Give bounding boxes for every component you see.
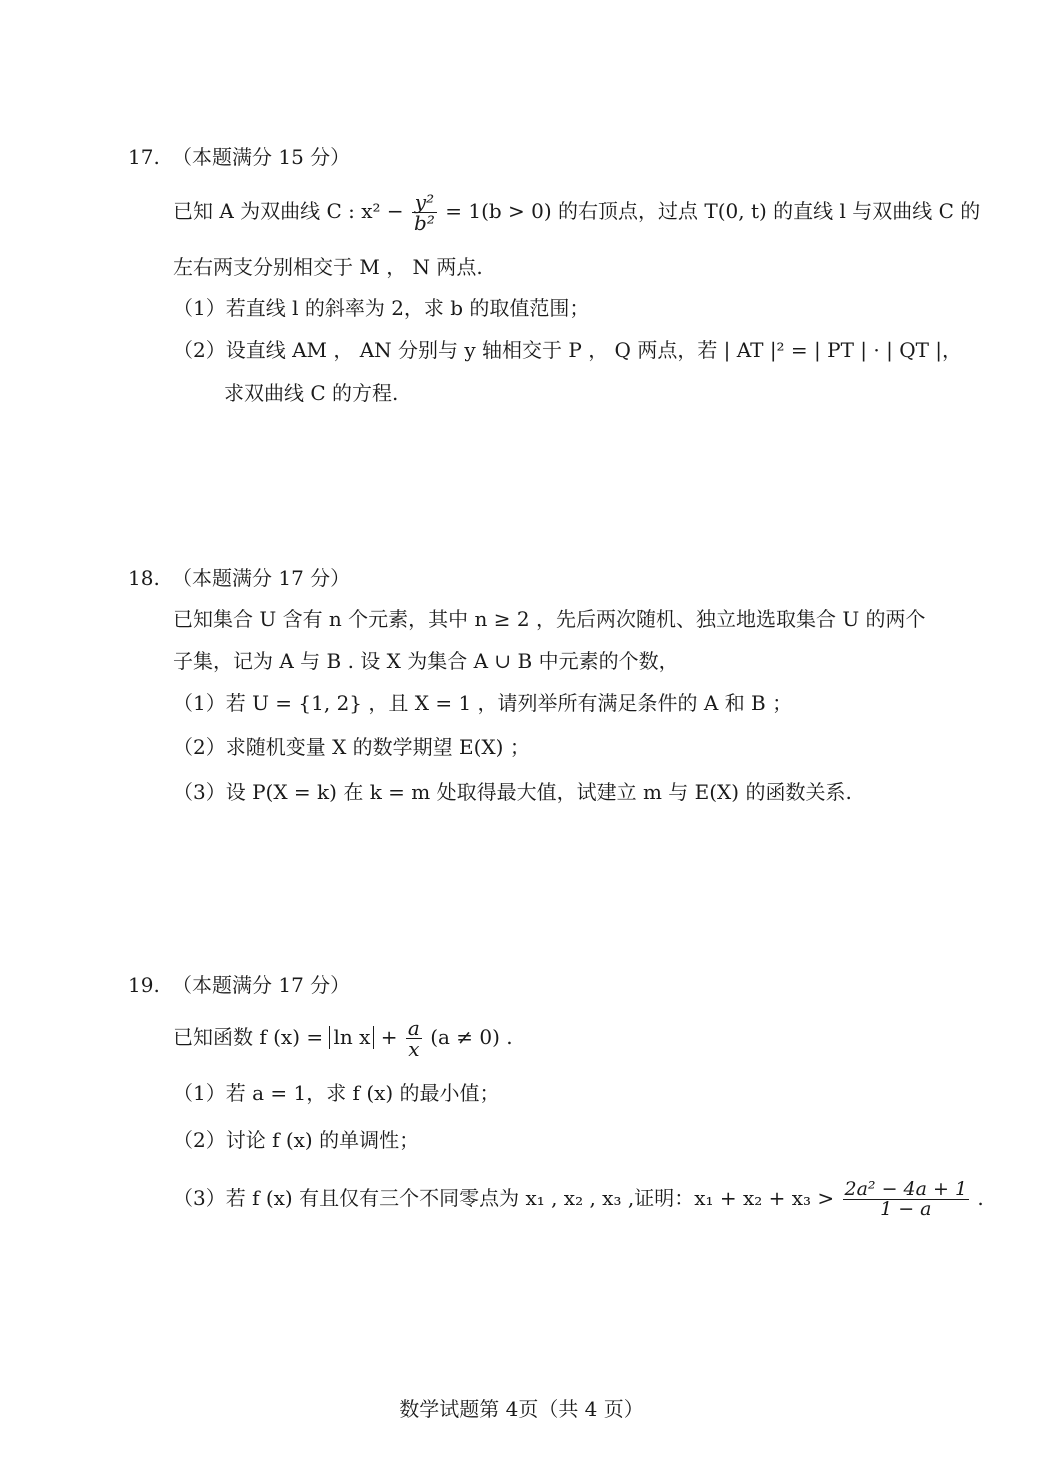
q18-points: （本题满分 17 分）: [172, 566, 351, 590]
q17-part1: （1）若直线 l 的斜率为 2，求 b 的取值范围；: [173, 296, 590, 320]
q18-part2: （2）求随机变量 X 的数学期望 E(X) ；: [173, 735, 530, 759]
q19-part3-frac-numerator: 2a² − 4a + 1: [844, 1178, 968, 1200]
q18-heading: [128, 568, 350, 588]
q17-part2: （2）设直线 AM ， AN 分别与 y 轴相交于 P ， Q 两点，若 | AT |² = | PT | · | QT |，: [173, 338, 963, 362]
q17-part2-cont: 求双曲线 C 的方程.: [224, 381, 399, 405]
q19-stem: [173, 1018, 513, 1059]
q19-stem-text-a: 已知函数 f (x) =: [173, 1025, 324, 1049]
q19-absolute-value: ln x: [329, 1026, 374, 1049]
q19-part3-end: .: [977, 1186, 984, 1210]
q17-heading: [128, 147, 350, 167]
q17-stem-line1: [173, 192, 980, 233]
q19-heading: [128, 975, 350, 995]
q19-points: （本题满分 17 分）: [172, 973, 351, 997]
q19-stem-text-b: (a ≠ 0) .: [430, 1025, 513, 1049]
q17-stem-line2: 左右两支分别相交于 M ， N 两点.: [173, 255, 483, 279]
page-footer: 数学试题第 4页（共 4 页）: [399, 1397, 644, 1421]
q19-number: 19.: [128, 973, 160, 997]
q19-plus: +: [380, 1025, 398, 1049]
q17-frac-numerator: y²: [414, 190, 435, 214]
q17-stem-text-a: 已知 A 为双曲线 C : x² −: [173, 199, 404, 223]
q18-stem-line2: 子集，记为 A 与 B . 设 X 为集合 A ∪ B 中元素的个数，: [173, 649, 679, 673]
q19-part3-fraction: [843, 1180, 970, 1219]
q19-part1: （1）若 a = 1，求 f (x) 的最小值；: [173, 1081, 500, 1105]
q18-number: 18.: [128, 566, 160, 590]
q19-part3: [173, 1180, 984, 1219]
q17-fraction: [412, 192, 437, 233]
q17-frac-denominator: b²: [414, 211, 435, 235]
q19-frac-denominator: x: [406, 1038, 422, 1059]
q17-stem-text-b: = 1(b > 0) 的右顶点，过点 T(0, t) 的直线 l 与双曲线 C 的: [445, 199, 981, 223]
q18-part1: （1）若 U = {1, 2} ，且 X = 1 ，请列举所有满足条件的 A 和 B ；: [173, 691, 793, 715]
q19-frac-numerator: a: [407, 1016, 420, 1040]
q19-fraction: [406, 1018, 422, 1059]
q17-number: 17.: [128, 145, 160, 169]
q19-part2: （2）讨论 f (x) 的单调性；: [173, 1128, 420, 1152]
q18-part3: （3）设 P(X = k) 在 k = m 处取得最大值，试建立 m 与 E(X) 的函数关系.: [173, 780, 852, 804]
q19-part3-text: （3）若 f (x) 有且仅有三个不同零点为 x₁ , x₂ , x₃ ,证明：x₁ + x₂ + x₃ >: [173, 1186, 835, 1210]
q17-points: （本题满分 15 分）: [172, 145, 351, 169]
q18-stem-line1: 已知集合 U 含有 n 个元素，其中 n ≥ 2 ，先后两次随机、独立地选取集合 U 的两个: [173, 607, 926, 631]
q19-part3-frac-denominator: 1 − a: [843, 1199, 970, 1219]
